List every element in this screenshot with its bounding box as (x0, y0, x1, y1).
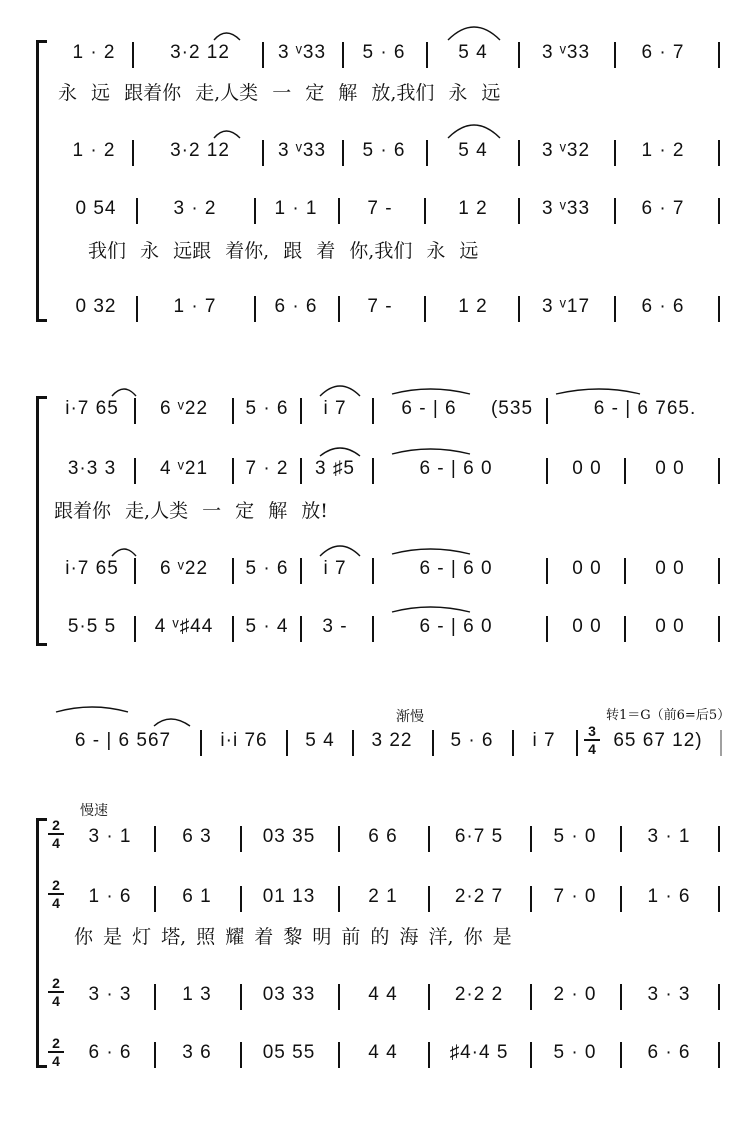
measure: 1 · 6 (647, 886, 691, 907)
measure: 0 0 (572, 458, 602, 479)
measure: 0 54 (75, 198, 117, 219)
time-signature: 3 4 (584, 724, 600, 756)
measure: 3·3 3 (67, 458, 117, 479)
measure: 6 - | 6 0 (419, 558, 493, 579)
soprano-line (0, 398, 748, 424)
tempo-marking: 渐慢 (396, 709, 424, 725)
measure: 6 - | 6 0 (419, 458, 493, 479)
measure: 3·2 12 (170, 140, 230, 161)
measure: 5 · 6 (362, 42, 406, 63)
measure: 3 - (322, 616, 348, 637)
measure: 6 · 6 (641, 296, 685, 317)
measure: ♯4·4 5 (449, 1042, 509, 1063)
measure: 6 ᵛ22 (159, 398, 209, 419)
measure: 4 ᵛ21 (159, 458, 209, 479)
bass-line (0, 616, 748, 642)
measure: 6 3 (182, 826, 212, 847)
measure: 3 · 3 (88, 984, 132, 1005)
measure: 3 · 1 (88, 826, 132, 847)
tenor-line (0, 198, 748, 224)
measure: 4 ᵛ♯44 (154, 616, 214, 637)
measure: 3 ᵛ33 (541, 42, 591, 63)
measure: 5 · 6 (245, 558, 289, 579)
measure: 1 2 (458, 296, 488, 317)
measure: 3 · 1 (647, 826, 691, 847)
measure: 2 1 (368, 886, 398, 907)
measure: 5 4 (458, 42, 488, 63)
measure: i·i 76 (220, 730, 268, 751)
soprano-line (0, 826, 748, 852)
measure: 6·7 5 (454, 826, 504, 847)
measure: 65 67 12) (613, 730, 703, 751)
alto-line (0, 140, 748, 166)
measure: 3 · 3 (647, 984, 691, 1005)
measure: 1 2 (458, 198, 488, 219)
measure: 1 · 2 (72, 42, 116, 63)
measure: 03 33 (262, 984, 316, 1005)
measure: 5 · 0 (553, 1042, 597, 1063)
measure: 3 ᵛ33 (277, 140, 327, 161)
measure: 6 · 6 (88, 1042, 132, 1063)
lyric-line: 你 是 灯 塔, 照 耀 着 黎 明 前 的 海 洋, 你 是 (74, 926, 512, 948)
measure: 5 · 6 (450, 730, 494, 751)
modulation-marking: 转1＝G（前6=后5） (606, 708, 731, 723)
measure: 3 ᵛ17 (541, 296, 591, 317)
time-signature: 2 4 (48, 976, 64, 1008)
measure: i 7 (323, 558, 347, 579)
measure: 7 - (367, 296, 393, 317)
interlude-line (0, 723, 748, 757)
measure: 6 6 (368, 826, 398, 847)
measure: 7 - (367, 198, 393, 219)
measure: 3 6 (182, 1042, 212, 1063)
measure: 1 3 (182, 984, 212, 1005)
measure: 3 ᵛ33 (277, 42, 327, 63)
tenor-line (0, 984, 748, 1010)
measure: 4 4 (368, 1042, 398, 1063)
measure: 6 ᵛ22 (159, 558, 209, 579)
measure: 2·2 7 (454, 886, 504, 907)
measure: 0 0 (572, 616, 602, 637)
time-signature: 2 4 (48, 818, 64, 850)
bass-line (0, 1042, 748, 1068)
measure: 6 - | 6 567 (74, 730, 172, 751)
measure: 6 · 6 (274, 296, 318, 317)
measure: 5 · 6 (245, 398, 289, 419)
alto-line (0, 458, 748, 484)
measure: 0 0 (655, 558, 685, 579)
measure: 6 - | 6 (401, 398, 457, 419)
tenor-line (0, 558, 748, 584)
measure: 4 4 (368, 984, 398, 1005)
measure: 3 · 2 (173, 198, 217, 219)
measure: 6 · 7 (641, 198, 685, 219)
measure: 6 1 (182, 886, 212, 907)
measure: 5·5 5 (67, 616, 117, 637)
measure: 7 · 2 (245, 458, 289, 479)
measure: 2 · 0 (553, 984, 597, 1005)
time-signature: 2 4 (48, 878, 64, 910)
system-bracket (36, 40, 47, 322)
measure: i 7 (532, 730, 556, 751)
measure: 0 32 (75, 296, 117, 317)
measure: (535 (490, 398, 534, 419)
measure: 1 · 6 (88, 886, 132, 907)
measure: 5 · 4 (245, 616, 289, 637)
measure: 1 · 2 (641, 140, 685, 161)
alto-line (0, 886, 748, 912)
system-bracket (36, 396, 47, 646)
measure: 6 · 6 (647, 1042, 691, 1063)
measure: 7 · 0 (553, 886, 597, 907)
measure: 5 4 (458, 140, 488, 161)
lyric-line: 跟着你 走,人类 一 定 解 放! (54, 500, 328, 522)
measure: 1 · 7 (173, 296, 217, 317)
lyric-line: 永 远 跟着你 走,人类 一 定 解 放,我们 永 远 (58, 82, 501, 104)
system-bracket (36, 818, 47, 1068)
measure: 5 · 6 (362, 140, 406, 161)
measure: i·7 65 (65, 398, 119, 419)
measure: 5 4 (305, 730, 335, 751)
measure: 1 · 1 (274, 198, 318, 219)
measure: 6 · 7 (641, 42, 685, 63)
measure: 3·2 12 (170, 42, 230, 63)
measure: 6 - | 6 0 (419, 616, 493, 637)
measure: 3 ♯5 (315, 458, 355, 479)
measure: 0 0 (655, 616, 685, 637)
measure: 0 0 (655, 458, 685, 479)
tempo-marking: 慢速 (80, 803, 108, 819)
measure: 5 · 0 (553, 826, 597, 847)
measure: 3 ᵛ32 (541, 140, 591, 161)
measure: 01 13 (262, 886, 316, 907)
measure: 3 22 (371, 730, 413, 751)
measure: i·7 65 (65, 558, 119, 579)
measure: 2·2 2 (454, 984, 504, 1005)
measure: 1 · 2 (72, 140, 116, 161)
measure: 0 0 (572, 558, 602, 579)
soprano-line (0, 42, 748, 68)
lyric-line: 我们 永 远跟 着你, 跟 着 你,我们 永 远 (88, 240, 479, 262)
measure: 03 35 (262, 826, 316, 847)
measure: 6 - | 6 765. (593, 398, 697, 419)
measure: 05 55 (262, 1042, 316, 1063)
measure: i 7 (323, 398, 347, 419)
bass-line (0, 296, 748, 322)
measure: 3 ᵛ33 (541, 198, 591, 219)
time-signature: 2 4 (48, 1036, 64, 1068)
